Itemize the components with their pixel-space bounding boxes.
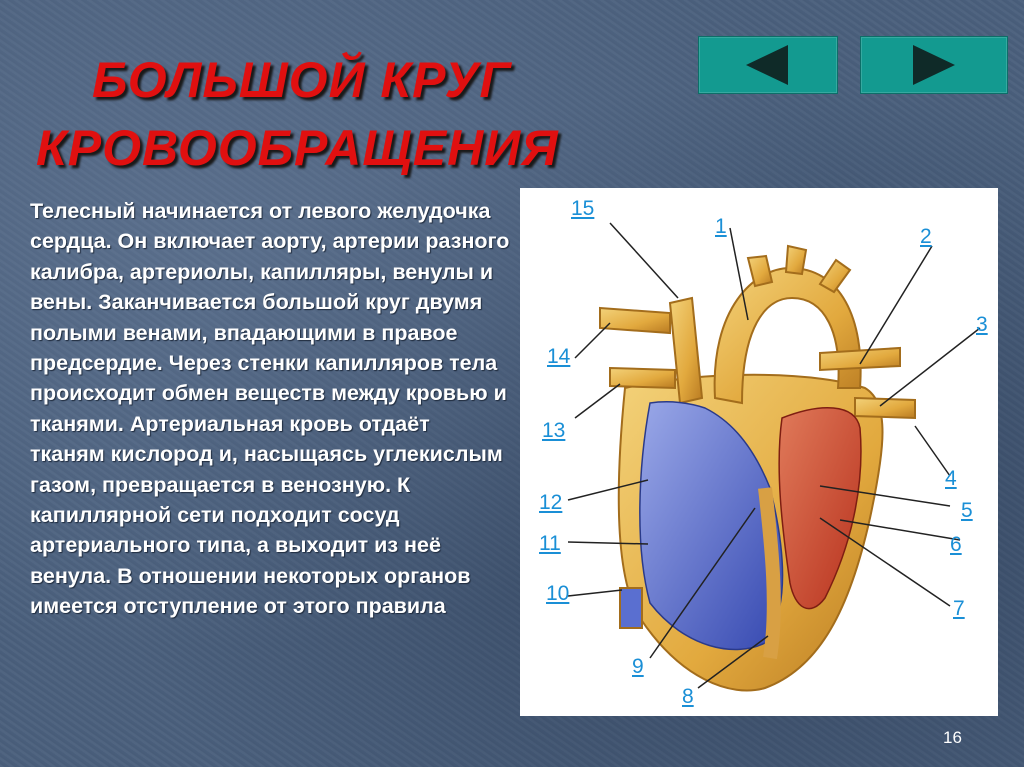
pulmonary-artery-right [820,348,900,370]
diagram-label-11[interactable]: 11 [539,532,561,555]
diagram-label-13[interactable]: 13 [542,419,566,442]
aorta-branch-1 [748,256,772,286]
slide-page-number: 16 [943,728,962,747]
diagram-label-14[interactable]: 14 [547,345,571,368]
pulmonary-vein-right [855,398,915,418]
diagram-label-5[interactable]: 5 [961,499,973,522]
diagram-label-8[interactable]: 8 [682,685,694,708]
triangle-left-icon [746,45,788,85]
diagram-label-15[interactable]: 15 [571,197,595,220]
aorta-branch-3 [820,260,850,292]
diagram-label-7[interactable]: 7 [953,597,965,620]
previous-slide-button[interactable] [698,36,838,94]
aorta-branch-2 [786,246,806,274]
triangle-right-icon [913,45,955,85]
slide-title-line-1: БОЛЬШОЙ КРУГ [92,52,512,108]
next-slide-button[interactable] [860,36,1008,94]
diagram-label-4[interactable]: 4 [945,467,957,490]
heart-septum [765,488,774,658]
diagram-label-1[interactable]: 1 [715,215,727,238]
inferior-vena-cava [620,588,642,628]
diagram-label-9[interactable]: 9 [632,655,644,678]
diagram-label-6[interactable]: 6 [950,533,962,556]
pulmonary-artery-left [600,308,670,333]
diagram-label-2[interactable]: 2 [920,225,932,248]
slide-title-line-2: КРОВООБРАЩЕНИЯ [36,120,559,176]
diagram-label-3[interactable]: 3 [976,313,988,336]
heart-illustration [520,188,998,716]
slide-body-text: Телесный начинается от левого желудочка сердца. Он включает аорту, артерии разного калибра, артериолы, капилляры, венулы и вены. Заканчивается большой круг двумя полыми венами, впадающими в правое предсердие. Через стенки капилляров тела происходит обмен веществ между кровью и тканями. Артериальная кровь отдаёт тканям кислород и, насыщаясь углекислым газом, превращается в венозную. К капиллярной сети подходит сосуд артериального типа, а выходит из неё венула. В отношении некоторых органов имеется отступление от этого правила [30,199,510,619]
diagram-label-10[interactable]: 10 [546,582,570,605]
diagram-label-12[interactable]: 12 [539,491,563,514]
heart-diagram [520,188,998,716]
